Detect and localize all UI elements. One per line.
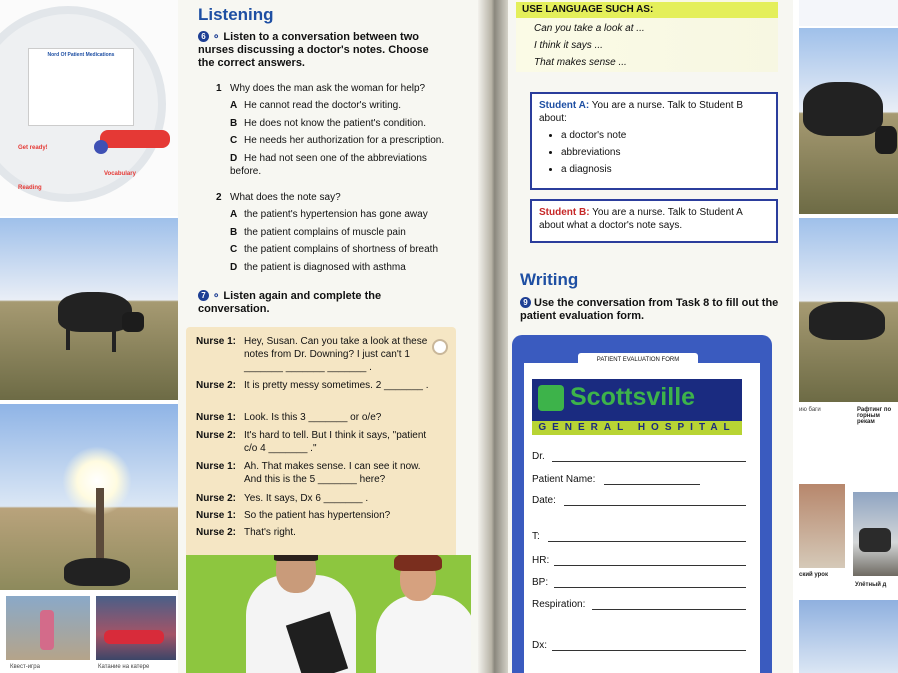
- dialogue-text: It's hard to tell. But I think it says, "patient c/o 4 _______ .": [244, 430, 427, 454]
- speaker-label: Nurse 2:: [196, 493, 237, 504]
- leaflet-thumbnail[interactable]: [0, 0, 178, 216]
- field-line: [552, 461, 746, 462]
- use-language-box: [516, 0, 778, 72]
- task-number-bullet: 9: [520, 297, 531, 308]
- dialogue-line: [196, 526, 446, 540]
- option-1a[interactable]: [230, 99, 465, 112]
- field-bp[interactable]: [532, 577, 748, 588]
- lesson-caption: ский урок: [799, 572, 828, 578]
- option-letter: C: [230, 244, 238, 255]
- speaker-label: Nurse 2:: [196, 430, 237, 441]
- cow-thumbnail-2[interactable]: [799, 218, 898, 402]
- field-label: HR:: [532, 555, 550, 566]
- question-1: [216, 82, 466, 95]
- field-line: [552, 650, 746, 651]
- list-item: • a doctor's note: [561, 129, 769, 142]
- rafting-caption: Рафтинг по горным рекам: [857, 407, 892, 425]
- doctor-hair-shape: [274, 555, 318, 561]
- cow-leg: [112, 326, 116, 352]
- leaflet-title: Nord Of Patient Medications: [47, 52, 115, 58]
- atv-shape: [859, 528, 891, 552]
- field-label: Respiration:: [532, 599, 586, 610]
- option-1c[interactable]: [230, 134, 470, 147]
- phrase-item: That makes sense ...: [534, 57, 627, 68]
- dialogue-text: Ah. That makes sense. I can see it now. And this is the 5 _______ here?: [244, 461, 421, 485]
- atv-thumbnail[interactable]: [853, 492, 898, 576]
- phrase-item: Can you take a look at ...: [534, 23, 645, 34]
- left-thumbnail-column: [0, 0, 178, 673]
- task7-instruction: [198, 290, 438, 316]
- boat-card[interactable]: [96, 596, 176, 660]
- dialogue-text: Hey, Susan. Can you take a look at these notes from Dr. Downing? I just can't 1 _______ _______ _______ .: [244, 336, 428, 373]
- option-2a[interactable]: [230, 208, 470, 221]
- option-2c[interactable]: [230, 243, 475, 256]
- option-letter: D: [230, 153, 238, 164]
- task6-instruction: [198, 31, 448, 70]
- field-respiration[interactable]: [532, 599, 748, 610]
- option-text: He had not seen one of the abbreviations before.: [230, 153, 427, 177]
- cow-thumbnail-1[interactable]: [799, 28, 898, 214]
- speaker-label: Nurse 1:: [196, 510, 237, 521]
- list-item: • a diagnosis: [561, 163, 769, 176]
- dialogue-text: It is pretty messy sometimes. 2 _______ .: [244, 380, 429, 391]
- option-text: the patient complains of shortness of breath: [244, 244, 439, 255]
- quest-caption: Квест-игра: [10, 664, 40, 670]
- question-2: [216, 191, 466, 204]
- pill-graphic-blue: [94, 140, 108, 154]
- nurse-coat-shape: [376, 595, 471, 673]
- lesson-thumbnail[interactable]: [799, 484, 845, 568]
- option-2b[interactable]: [230, 226, 470, 239]
- boat-caption: Катание на катере: [98, 664, 150, 670]
- dialogue-line: [196, 460, 446, 488]
- doctors-photo: [186, 555, 471, 673]
- student-b-text: You are a nurse. Talk to Student A about what a doctor's note says.: [539, 207, 743, 231]
- cow-head-shape: [875, 126, 897, 154]
- option-text: He cannot read the doctor's writing.: [244, 100, 401, 111]
- dialogue-text: That's right.: [244, 527, 296, 538]
- field-line: [554, 587, 746, 588]
- student-a-box: [530, 92, 778, 190]
- dialogue-text: Look. Is this 3 _______ or o/e?: [244, 412, 382, 423]
- field-line: [604, 484, 700, 485]
- question-number: 1: [216, 83, 222, 94]
- phrase-item: I think it says ...: [534, 40, 603, 51]
- task7-text: Listen again and complete the conversation.: [198, 290, 382, 315]
- question-number: 2: [216, 192, 222, 203]
- student-a-list: [539, 129, 769, 176]
- option-letter: B: [230, 227, 238, 238]
- dialogue-card: [186, 327, 456, 567]
- use-language-heading: USE LANGUAGE SUCH AS:: [516, 2, 778, 18]
- student-a-label: Student A:: [539, 100, 590, 111]
- listening-heading: Listening: [198, 5, 274, 24]
- leaflet-center-panel: [28, 48, 134, 126]
- task6-text: Listen to a conversation between two nurses discussing a doctor's notes. Choose the correct answers.: [198, 31, 429, 69]
- writing-heading: Writing: [520, 270, 579, 289]
- field-date[interactable]: [532, 495, 748, 506]
- ear-icon: ⚬: [212, 32, 221, 43]
- option-letter: A: [230, 100, 238, 111]
- question-text: Why does the man ask the woman for help?: [230, 83, 426, 94]
- person-shape: [40, 610, 54, 650]
- field-label: Patient Name:: [532, 474, 596, 485]
- field-label: Dx:: [532, 640, 547, 651]
- student-b-label: Student B:: [539, 207, 590, 218]
- pill-graphic: [100, 130, 170, 148]
- dialogue-line: [196, 429, 446, 457]
- sun-field-thumbnail[interactable]: [0, 404, 178, 590]
- dialogue-line: [196, 379, 446, 407]
- dialogue-line: [196, 411, 446, 425]
- cow-field-thumbnail[interactable]: [0, 218, 178, 400]
- task-number-bullet: 7: [198, 290, 209, 301]
- dialogue-line: [196, 492, 446, 506]
- field-label: Date:: [532, 495, 556, 506]
- dialogue-text: So the patient has hypertension?: [244, 510, 391, 521]
- boat-shape: [104, 630, 164, 644]
- option-text: the patient's hypertension has gone away: [244, 209, 428, 220]
- patient-evaluation-form: [512, 335, 772, 673]
- quest-card[interactable]: [6, 596, 90, 660]
- option-text: He needs her authorization for a prescription.: [244, 135, 445, 146]
- task9-text: Use the conversation from Task 8 to fill out the patient evaluation form.: [520, 297, 779, 322]
- option-1b[interactable]: [230, 117, 465, 130]
- task-number-bullet: 6: [198, 31, 209, 42]
- option-text: the patient is diagnosed with asthma: [244, 262, 406, 273]
- speaker-label: Nurse 1:: [196, 412, 237, 423]
- hospital-logo: [532, 379, 742, 435]
- dialogue-line: [196, 335, 446, 375]
- option-letter: A: [230, 209, 238, 220]
- leaflet-vocabulary: Vocabulary: [104, 171, 136, 177]
- left-page: [178, 0, 478, 673]
- right-page: [508, 0, 793, 673]
- option-1d[interactable]: [230, 152, 448, 178]
- hospital-subtitle: GENERAL HOSPITAL: [532, 421, 742, 435]
- leaflet-get-ready: Get ready!: [18, 145, 48, 151]
- cow-leg: [66, 326, 70, 350]
- post-shape: [96, 488, 104, 568]
- field-line: [548, 541, 746, 542]
- field-label: Dr.: [532, 451, 545, 462]
- hospital-name: Scottsville: [570, 383, 696, 411]
- form-body: [524, 363, 760, 673]
- cow-shape: [803, 82, 883, 136]
- cow-head-shape: [122, 312, 144, 332]
- option-2d[interactable]: [230, 261, 470, 274]
- student-a-text: You are a nurse. Talk to Student B about:: [539, 100, 744, 124]
- field-label: BP:: [532, 577, 549, 588]
- cow-shape: [64, 558, 130, 586]
- option-text: the patient complains of muscle pain: [244, 227, 406, 238]
- option-letter: B: [230, 118, 238, 129]
- speaker-label: Nurse 1:: [196, 461, 237, 472]
- task9-instruction: [520, 297, 782, 323]
- doc-thumbnail[interactable]: [799, 0, 898, 26]
- dialogue-text: Yes. It says, Dx 6 _______ .: [244, 493, 369, 504]
- dialogue-line: [196, 509, 446, 523]
- book-gutter: [478, 0, 508, 673]
- option-letter: C: [230, 135, 238, 146]
- field-hr[interactable]: [532, 555, 748, 566]
- question-text: What does the note say?: [230, 192, 341, 203]
- speaker-label: Nurse 2:: [196, 527, 237, 538]
- field-dx[interactable]: [532, 640, 748, 651]
- form-tab-label: PATIENT EVALUATION FORM: [578, 353, 698, 367]
- option-letter: D: [230, 262, 238, 273]
- atv-caption: Улётный д: [855, 582, 887, 588]
- cow-shape: [809, 302, 885, 340]
- field-patient-name[interactable]: [532, 474, 748, 485]
- hospital-logo-mark: [538, 385, 564, 411]
- speaker-label: Nurse 1:: [196, 336, 237, 347]
- sky-thumbnail[interactable]: [799, 600, 898, 673]
- field-t[interactable]: [532, 531, 748, 542]
- field-line: [592, 609, 746, 610]
- field-line: [554, 565, 746, 566]
- list-item: • abbreviations: [561, 146, 769, 159]
- buggy-caption: ию баги: [799, 407, 821, 413]
- right-thumbnail-column: [793, 0, 898, 673]
- nurse-hair-shape: [394, 555, 442, 571]
- student-b-box: [530, 199, 778, 243]
- speaker-label: Nurse 2:: [196, 380, 237, 391]
- option-text: He does not know the patient's condition.: [244, 118, 427, 129]
- field-dr[interactable]: [532, 451, 748, 462]
- textbook-spread: [178, 0, 793, 673]
- leaflet-reading: Reading: [18, 185, 42, 191]
- ear-icon: ⚬: [212, 291, 221, 302]
- field-line: [564, 505, 746, 506]
- field-label: T:: [532, 531, 540, 542]
